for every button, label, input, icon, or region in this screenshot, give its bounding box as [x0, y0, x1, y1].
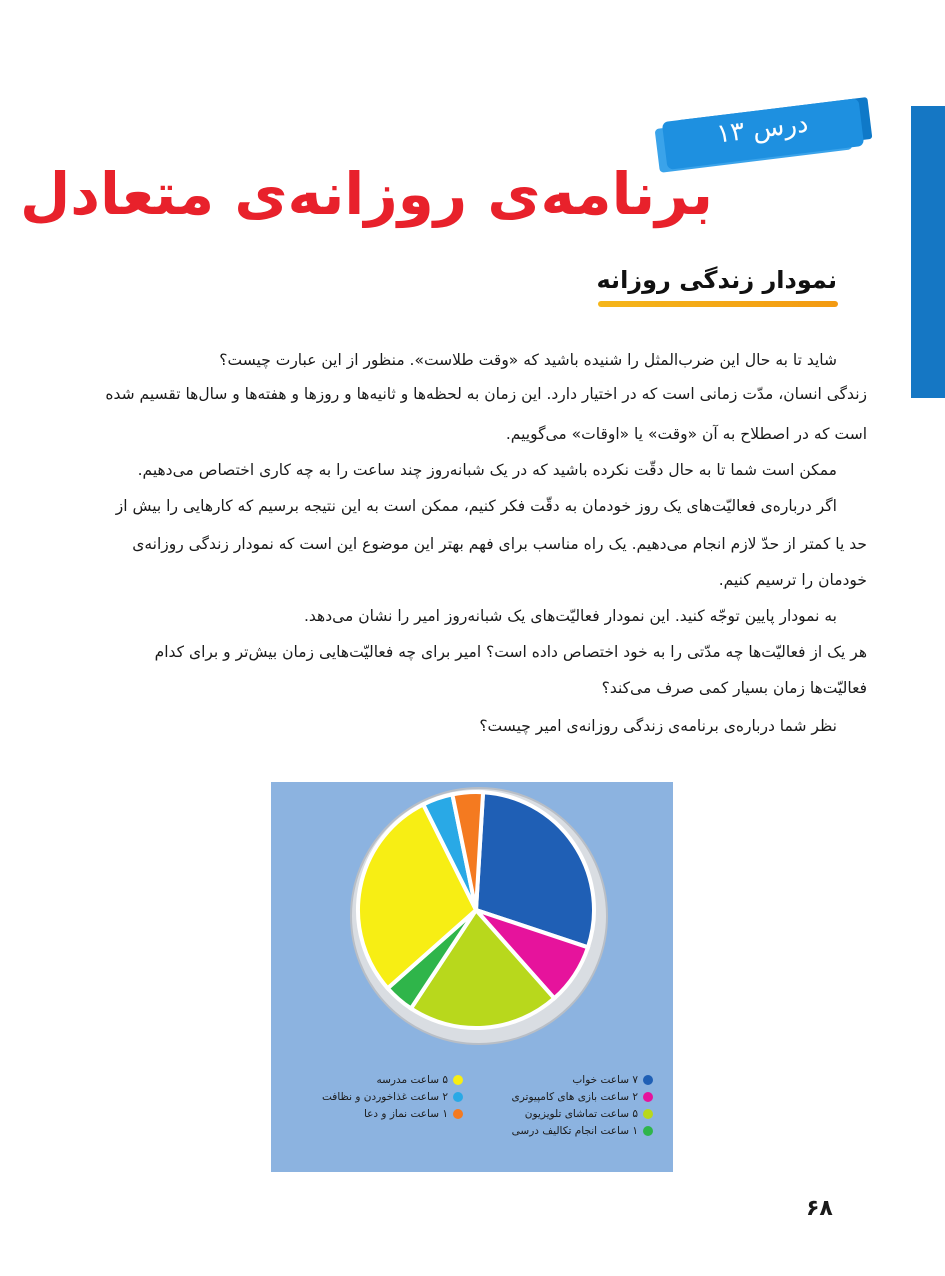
legend-swatch-blue [643, 1075, 653, 1085]
side-color-tab [911, 106, 945, 398]
legend-item [322, 1091, 463, 1103]
paragraph-line: هر یک از فعالیّت‌ها چه مدّتی را به خود اختصاص داده است؟ امیر برای چه فعالیّت‌هایی زمان بیش‌تر و برای کدام [154, 643, 867, 661]
section-underline [598, 301, 838, 307]
legend-swatch-green [643, 1126, 653, 1136]
legend-item [376, 1074, 463, 1086]
legend-swatch-yellow [453, 1075, 463, 1085]
paragraph-line: است که در اصطلاح به آن «وقت» یا «اوقات» می‌گوییم. [505, 425, 867, 443]
paragraph-line: شاید تا به حال این ضرب‌المثل را شنیده باشید که «وقت طلاست». منظور از این عبارت چیست؟ [219, 351, 837, 369]
legend-label: ۲ ساعت غذاخوردن و نظافت [322, 1091, 448, 1103]
paragraph-line: خودمان را ترسیم کنیم. [718, 571, 867, 589]
legend-label: ۱ ساعت نماز و دعا [363, 1108, 448, 1120]
activity-pie-chart [271, 782, 673, 1172]
paragraph-line: اگر درباره‌ی فعالیّت‌های یک روز خودمان به دقّت فکر کنیم، ممکن است به این نتیجه برسیم که کارهایی را بیش از [115, 497, 837, 515]
legend-label: ۲ ساعت بازی های کامپیوتری [511, 1091, 638, 1103]
legend-label: ۷ ساعت خواب [572, 1074, 638, 1086]
lesson-badge-label: درس ۱۳ [714, 108, 810, 150]
paragraph-line: حد یا کمتر از حدّ لازم انجام می‌دهیم. یک راه مناسب برای فهم بهتر این موضوع این است که نمودار زندگی روزانه‌ی [132, 535, 867, 553]
paragraph-line: زندگی انسان، مدّت زمانی است که در اختیار دارد. این زمان به لحظه‌ها و ثانیه‌ها و روزها و هفته‌ها و سال‌ها تقسیم شده [105, 385, 867, 403]
page-number: ۶۸ [806, 1196, 833, 1221]
lesson-title: برنامه‌ی روزانه‌ی متعادل [19, 160, 713, 228]
paragraph-line: به نمودار پایین توجّه کنید. این نمودار فعالیّت‌های یک شبانه‌روز امیر را نشان می‌دهد. [303, 607, 837, 625]
section-heading: نمودار زندگی روزانه [596, 266, 837, 294]
legend-swatch-magenta [643, 1092, 653, 1102]
paragraph-line: نظر شما درباره‌ی برنامه‌ی زندگی روزانه‌ی امیر چیست؟ [479, 717, 837, 735]
legend-item [512, 1125, 653, 1137]
legend-label: ۵ ساعت مدرسه [376, 1074, 448, 1086]
legend-item [364, 1108, 463, 1120]
pie-svg [271, 782, 673, 1052]
legend-swatch-lime [643, 1109, 653, 1119]
legend-swatch-cyan [453, 1092, 463, 1102]
legend-item [525, 1108, 653, 1120]
legend-label: ۱ ساعت انجام تکالیف درسی [511, 1125, 638, 1137]
legend-swatch-orange [453, 1109, 463, 1119]
paragraph-line: ممکن است شما تا به حال دقّت نکرده باشید که در یک شبانه‌روز چند ساعت را به چه کاری اختصاص می‌دهیم. [137, 461, 837, 479]
legend-label: ۵ ساعت تماشای تلویزیون [524, 1108, 638, 1120]
legend-item [572, 1074, 653, 1086]
paragraph-line: فعالیّت‌ها زمان بسیار کمی صرف می‌کند؟ [601, 679, 867, 697]
legend-item [512, 1091, 653, 1103]
